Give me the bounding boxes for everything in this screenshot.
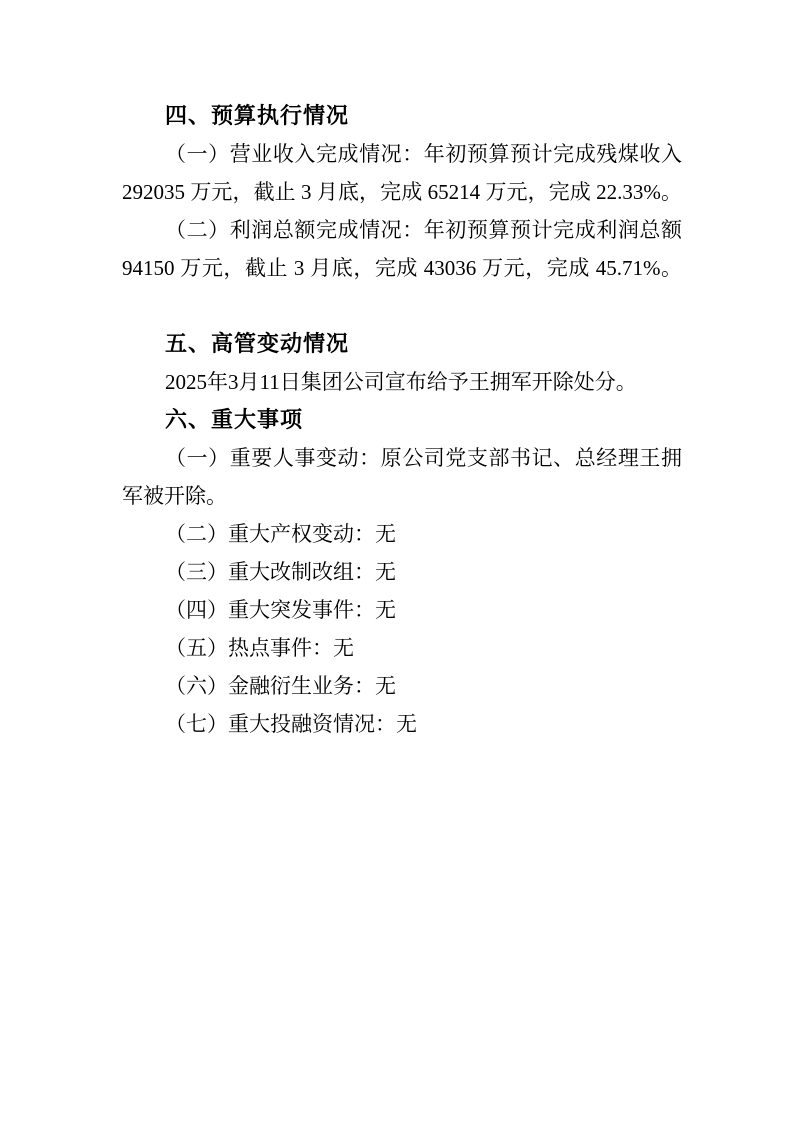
list-item-financial-derivatives: （六）金融衍生业务：无: [165, 674, 396, 698]
paragraph-line-executive-dismissal: 2025年3月11日集团公司宣布给予王拥军开除处分。: [165, 370, 637, 394]
section-heading-executive-changes: 五、高管变动情况: [165, 331, 350, 356]
list-item-emergencies: （四）重大突发事件：无: [165, 598, 396, 622]
list-item-property-rights: （二）重大产权变动：无: [165, 522, 396, 546]
list-item-investment-financing: （七）重大投融资情况：无: [165, 712, 417, 736]
paragraph-line-revenue-1: （一）营业收入完成情况：年初预算预计完成残煤收入: [165, 142, 682, 166]
list-item-restructuring: （三）重大改制改组：无: [165, 560, 396, 584]
paragraph-line-profit-1: （二）利润总额完成情况：年初预算预计完成利润总额: [165, 218, 682, 242]
section-heading-budget-execution: 四、预算执行情况: [165, 103, 350, 128]
paragraph-line-profit-2: 94150 万元，截止 3 月底，完成 43036 万元，完成 45.71%。: [122, 256, 682, 280]
paragraph-line-revenue-2: 292035 万元，截止 3 月底，完成 65214 万元，完成 22.33%。: [122, 180, 682, 204]
blank-line: [122, 287, 682, 325]
list-item-hot-events: （五）热点事件：无: [165, 636, 354, 660]
section-heading-major-events: 六、重大事项: [165, 407, 304, 432]
paragraph-line-personnel-change-2: 军被开除。: [122, 484, 227, 508]
paragraph-line-personnel-change-1: （一）重要人事变动：原公司党支部书记、总经理王拥: [165, 446, 682, 470]
